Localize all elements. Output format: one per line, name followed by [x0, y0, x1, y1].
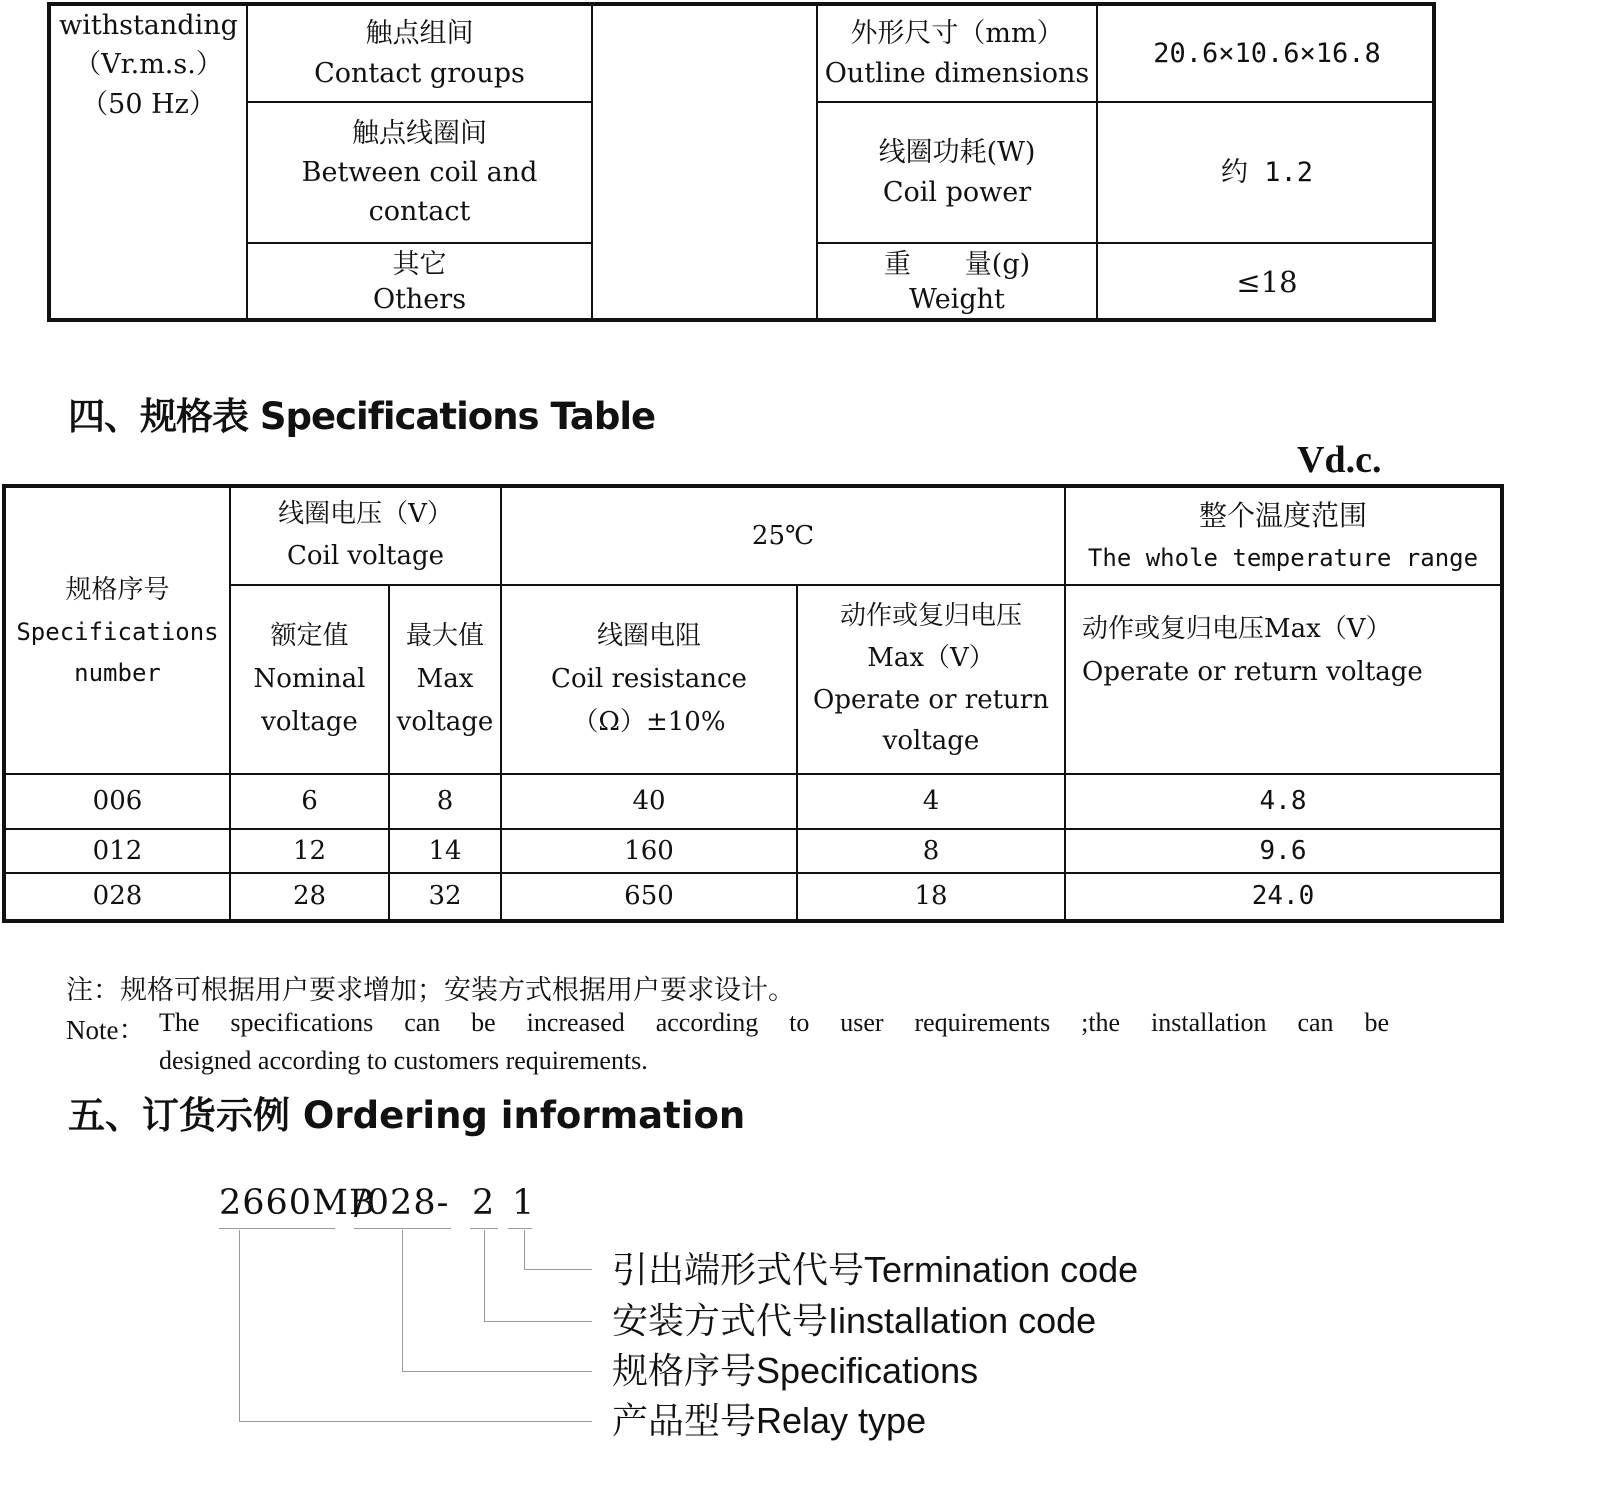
label-line: 线圈功耗(W) [878, 137, 1036, 169]
header-operate-25c [798, 586, 1064, 773]
section-5-heading: 五、订货示例 Ordering information [68, 1094, 746, 1137]
label-line: 外形尺寸（mm） [850, 18, 1064, 50]
cell-nominal: 6 [301, 786, 318, 817]
header-max [390, 586, 500, 773]
label-line: 触点组间 [365, 18, 474, 50]
cell-resistance: 650 [624, 881, 674, 912]
header-operate-whole [1066, 586, 1500, 716]
label-line: （Vr.m.s.） [74, 49, 223, 81]
code-underline [470, 1228, 498, 1229]
header-line: Max [416, 664, 474, 695]
header-coil-voltage [231, 488, 500, 584]
connector-line [402, 1230, 403, 1372]
header-line: voltage [882, 726, 980, 757]
label-line: 触点线圈间 [352, 117, 487, 149]
label-line: 其它 [392, 248, 447, 280]
label-line: Outline dimensions [824, 57, 1090, 89]
connector-line [239, 1230, 240, 1422]
header-line: （Ω）±10% [572, 706, 726, 737]
header-line: Operate or return voltage [1082, 657, 1423, 687]
header-line: 整个温度范围 [1198, 499, 1367, 533]
cell-resistance: 160 [624, 835, 674, 866]
top-parameters-table [47, 2, 1436, 322]
cell-nominal: 28 [292, 881, 327, 912]
header-line: 最大值 [405, 621, 484, 652]
header-line: Coil voltage [286, 541, 445, 571]
header-nominal [231, 586, 388, 773]
label-line: Between coil and [301, 156, 538, 188]
cell-operate-25c: 8 [922, 835, 940, 866]
connector-line [484, 1230, 485, 1322]
label-line: Weight [909, 284, 1005, 315]
header-whole-range [1066, 488, 1500, 584]
header-line: 规格序号 [65, 574, 170, 605]
note-chinese: 注：规格可根据用户要求增加；安装方式根据用户要求设计。 [66, 975, 795, 1005]
cell-spec-number: 028 [92, 881, 143, 912]
cell-max: 32 [428, 881, 462, 912]
cell-nominal: 12 [292, 835, 327, 866]
connector-line [484, 1321, 592, 1322]
connector-line [402, 1371, 592, 1372]
code-underline [219, 1228, 335, 1229]
label-line: Others [372, 284, 467, 315]
header-line: Max（V） [867, 642, 995, 673]
header-line: Nominal [253, 664, 366, 695]
header-line: 线圈电阻 [596, 621, 701, 652]
cell-spec-number: 012 [92, 835, 143, 866]
header-line: 动作或复归电压 [839, 601, 1022, 632]
header-line: The whole temperature range [1087, 544, 1479, 573]
header-line: voltage [396, 706, 494, 737]
header-line: voltage [261, 706, 358, 737]
header-line: 线圈电压（V） [278, 499, 453, 530]
specifications-table [2, 484, 1504, 923]
weight-label [818, 244, 1096, 320]
code-relay-type: 2660MB [219, 1183, 376, 1223]
header-spec-number [6, 488, 229, 773]
label-line: withstanding [59, 10, 238, 42]
header-line: 额定值 [270, 621, 349, 652]
legend-installation-code: 安装方式代号Iinstallation code [612, 1300, 1097, 1341]
contact-groups-label [248, 6, 591, 101]
withstanding-label [51, 10, 246, 120]
outline-dimensions-label [818, 6, 1096, 101]
header-line: number [74, 658, 161, 687]
cell-operate-whole: 24.0 [1251, 881, 1315, 912]
code-underline [508, 1228, 532, 1229]
label-line: contact [368, 196, 471, 228]
header-25c: 25℃ [751, 520, 815, 551]
unit-label: Vd.c. [1297, 439, 1382, 481]
weight-value: ≤18 [1236, 264, 1298, 299]
connector-line [239, 1421, 592, 1422]
header-line: Specifications [16, 617, 219, 646]
section-4-heading: 四、规格表 Specifications Table [68, 395, 656, 438]
code-termination: 1 [512, 1183, 536, 1223]
coil-contact-label [248, 103, 591, 242]
outline-dimensions-value: 20.6×10.6×16.8 [1153, 37, 1381, 69]
cell-max: 14 [428, 835, 462, 866]
coil-power-label [818, 103, 1096, 242]
connector-line [524, 1230, 525, 1270]
note-label: Note： [66, 1015, 146, 1045]
legend-relay-type: 产品型号Relay type [612, 1400, 927, 1441]
others-label [248, 244, 591, 320]
connector-line [524, 1269, 592, 1270]
legend-termination-code: 引出端形式代号Termination code [612, 1249, 1139, 1290]
label-line: Contact groups [314, 57, 525, 89]
table-divider [591, 6, 593, 318]
label-line: Coil power [882, 176, 1032, 208]
code-underline [354, 1228, 451, 1229]
header-line: Coil resistance [551, 664, 747, 695]
cell-resistance: 40 [632, 786, 666, 817]
note-english-line2: designed according to customers requirements. [159, 1046, 648, 1075]
header-line: Operate or return [813, 684, 1049, 715]
cell-operate-25c: 18 [914, 881, 948, 912]
label-line: 重 量(g) [883, 248, 1031, 280]
cell-operate-whole: 9.6 [1259, 835, 1307, 866]
code-installation: 2 [472, 1183, 496, 1223]
cell-operate-25c: 4 [922, 786, 940, 817]
cell-operate-whole: 4.8 [1259, 786, 1307, 817]
label-line: （50 Hz） [81, 88, 216, 120]
cell-spec-number: 006 [92, 786, 143, 817]
note-english-line1: The specifications can be increased according to user requirements ;the installation can be [159, 1008, 1389, 1037]
header-line: 动作或复归电压Max（V） [1082, 614, 1392, 645]
header-resistance [502, 586, 796, 773]
cell-max: 8 [436, 786, 454, 817]
legend-specifications: 规格序号Specifications [612, 1350, 979, 1391]
coil-power-value: 约 1.2 [1220, 156, 1314, 188]
code-spec-number: /028- [354, 1183, 450, 1223]
